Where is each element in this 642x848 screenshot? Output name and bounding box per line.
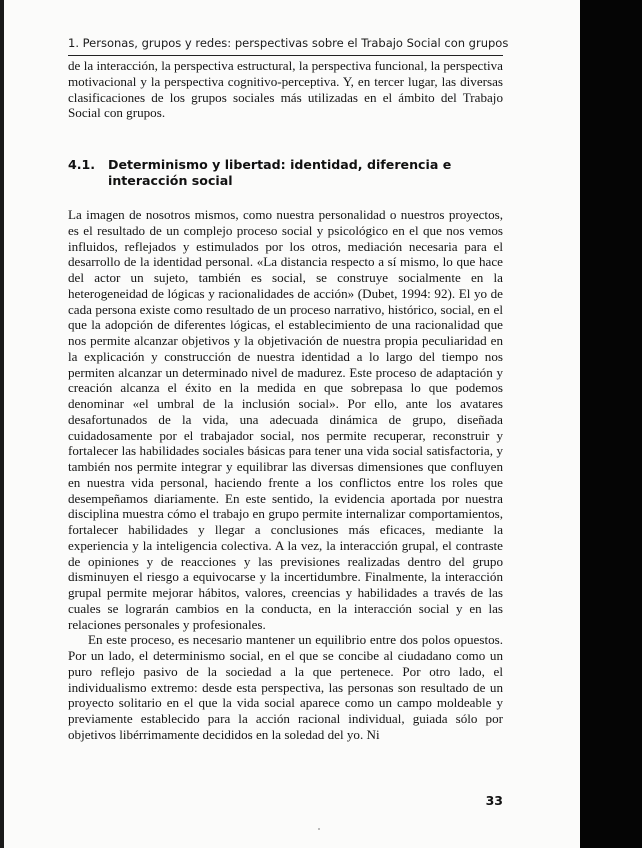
section-heading bbox=[68, 157, 503, 189]
intro-paragraph: de la interacción, la perspectiva estructural, la perspectiva funcional, la perspectiva motivacional y la perspectiva cognitivo-perceptiva. Y, en tercer lugar, las diversas clasificaciones de los grupos sociales más utilizadas en el ámbito del Trabajo Social con grupos. bbox=[68, 58, 503, 121]
page-number: 33 bbox=[485, 793, 503, 808]
body-paragraph: En este proceso, es necesario mantener un equilibrio entre dos polos opuestos. Por un lado, el determinismo social, en el que se concibe al ciudadano como un puro reflejo pasivo de la sociedad a la que pertenece. Por otro lado, el individualismo extremo: desde esta perspectiva, las personas son resultado de un proyecto solitario en el que la vida social aparece como un campo moldeable y previamente establecido para la acción racional individual, guiada sólo por objetivos libérrimamente decididos en la soledad del yo. Ni bbox=[68, 632, 503, 742]
section-number: 4.1. bbox=[68, 157, 96, 172]
scan-speck bbox=[318, 828, 320, 830]
section-title: Determinismo y libertad: identidad, diferencia e interacción social bbox=[108, 157, 452, 188]
scan-left-border bbox=[0, 0, 4, 848]
header-divider bbox=[68, 55, 503, 56]
body-paragraph: La imagen de nosotros mismos, como nuestra personalidad o nuestros proyectos, es el resultado de un complejo proceso social y psicológico en el que nos vemos influidos, reflejados y estimulados por los otros, mediación necesaria para el desarrollo de la identidad personal. «La distancia respecto a sí mismo, lo que hace del actor un sujeto, también es social, se construye socialmente en la heterogeneidad de lógicas y racionalidades de acción» (Dubet, 1994: 92). El yo de cada persona existe como resultado de un proceso narrativo, histórico, social, en el que la adopción de diferentes lógicas, el establecimiento de una racionalidad que nos permite alcanzar objetivos y la objetivación de nuestra propia peculiaridad en la explicación y construcción de nuestra identidad a lo largo del tiempo nos permiten alcanzar un determinado nivel de madurez. Este proceso de adaptación y creación alcanza el éxito en la medida en que sobrepasa lo que podemos denominar «el umbral de la inclusión social». Por ello, ante los avatares desafortunados de la vida, una adecuada dinámica de grupo, diseñada cuidadosamente por el trabajador social, nos permite recuperar, reconstruir y fortalecer las habilidades sociales básicas para tener una vida social satisfactoria, y también nos permite integrar y equilibrar las diversas dimensiones que confluyen en nuestra vida personal, haciendo frente a los conflictos entre los roles que desempeñamos diariamente. En este sentido, la evidencia aportada por nuestra disciplina muestra cómo el trabajo en grupo permite internalizar comportamientos, fortalecer habilidades y llegar a conclusiones más eficaces, mediante la experiencia y la inteligencia colectiva. A la vez, la interacción grupal, el contraste de opiniones y de reacciones y las previsiones realizadas dentro del grupo disminuyen el riesgo a equivocarse y la incertidumbre. Finalmente, la interacción grupal permite mejorar hábitos, valores, creencias y habilidades a través de las cuales se lograrán cambios en la conducta, en la interacción social y en las relaciones personales y profesionales. bbox=[68, 207, 503, 632]
main-text bbox=[68, 207, 503, 743]
running-header: 1. Personas, grupos y redes: perspectivas sobre el Trabajo Social con grupos bbox=[68, 36, 509, 50]
scan-right-border bbox=[580, 0, 642, 848]
